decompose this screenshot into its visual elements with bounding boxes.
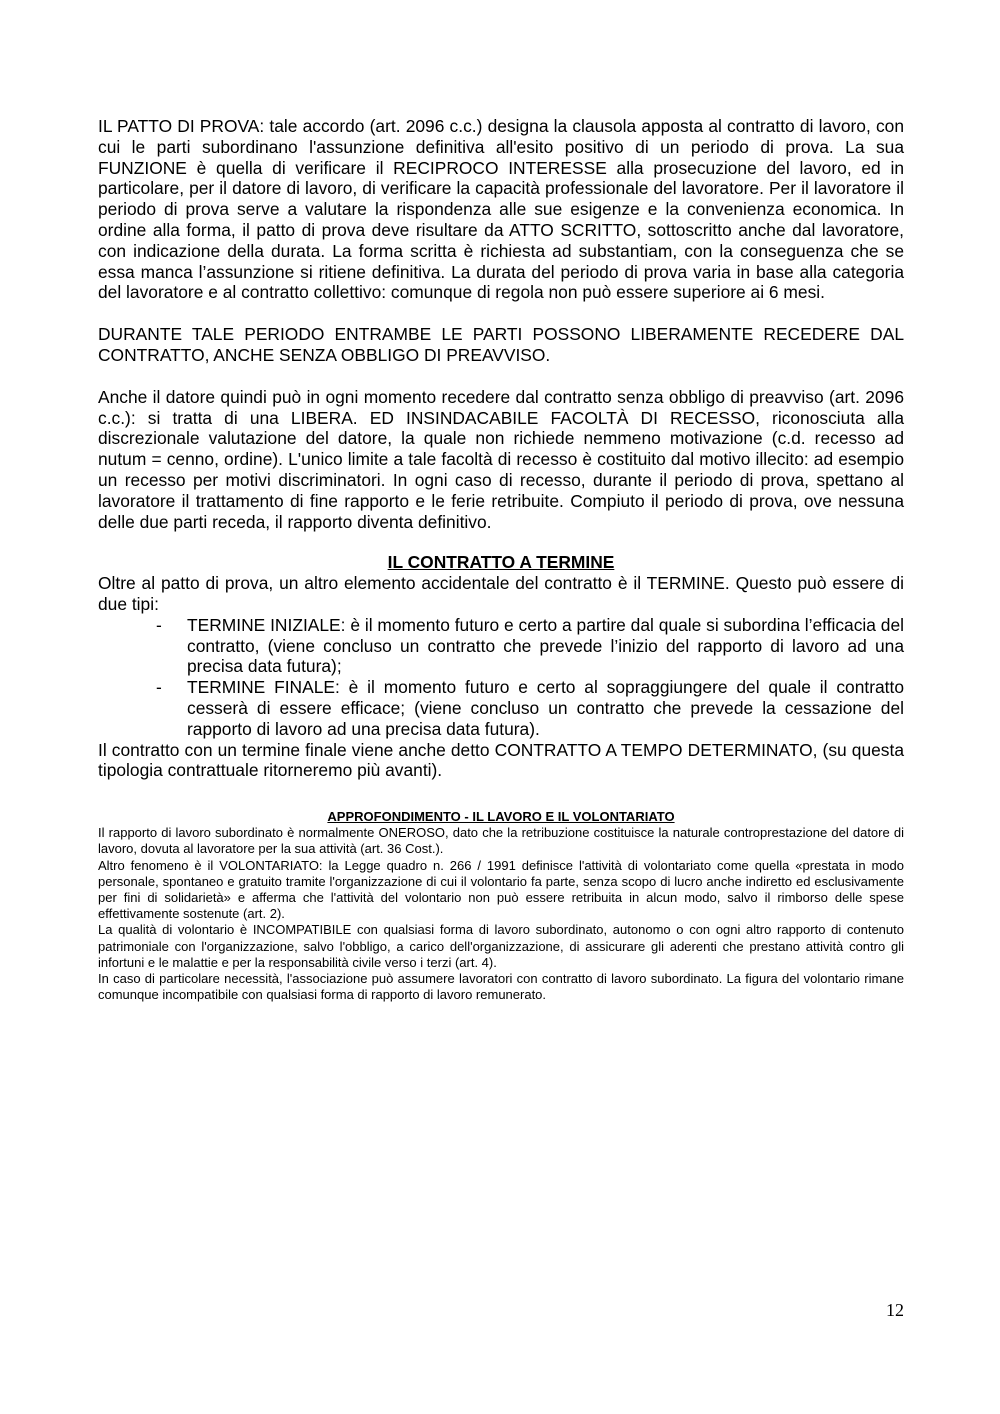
paragraph-recesso-caps: DURANTE TALE PERIODO ENTRAMBE LE PARTI POSSONO LIBERAMENTE RECEDERE DAL CONTRATTO, ANCHE SENZA OBBLIGO DI PREAVVISO. [98, 324, 904, 365]
list-item [98, 615, 904, 677]
list-dash: - [156, 677, 162, 698]
paragraph-oneroso: Il rapporto di lavoro subordinato è normalmente ONEROSO, dato che la retribuzione costituisce la naturale controprestazione del datore di lavoro, dovuta al lavoratore per la sua attività (art. 36 Cost.). [98, 825, 904, 857]
paragraph-necessita: In caso di particolare necessità, l'associazione può assumere lavoratori con contratto di lavoro subordinato. La figura del volontario rimane comunque incompatibile con qualsiasi forma di rapporto di lavoro remunerato. [98, 970, 904, 1003]
paragraph-incompatibile: La qualità di volontario è INCOMPATIBILE con qualsiasi forma di lavoro subordinato, autonomo o con ogni altro rapporto di contenuto patrimoniale con l'organizzazione, salvo l'obbligo, a carico dell'organizzazione, di assicurare gli aderenti che prestano attività contro gli infortuni e le malattie e per la responsabilità civile verso i terzi (art. 4). [98, 922, 904, 970]
paragraph-recesso-datore: Anche il datore quindi può in ogni momento recedere dal contratto senza obbligo di preavviso (art. 2096 c.c.): si tratta di una LIBERA. ED INSINDACABILE FACOLTÀ DI RECESSO, riconosciuta alla discrezionale valutazione del datore, la quale non richiede nemmeno motivazione (c.d. recesso ad nutum = cenno, ordine). L'unico limite a tale facoltà di recesso è costituito dal motivo illecito: ad esempio un recesso per motivi discriminatori. In ogni caso di recesso, durante il periodo di prova, spettano al lavoratore il trattamento di fine rapporto e le ferie retribuite. Compiuto il periodo di prova, ove nessuna delle due parti receda, il rapporto diventa definitivo. [98, 386, 904, 532]
paragraph-patto-di-prova: IL PATTO DI PROVA: tale accordo (art. 2096 c.c.) designa la clausola apposta al contratto di lavoro, con cui le parti subordinano l'assunzione definitiva all'esito positivo di un periodo di prova. La sua FUNZIONE è quella di verificare il RECIPROCO INTERESSE alla prosecuzione del lavoro, ed in particolare, per il datore di lavoro, di verificare la capacità professionale del lavoratore. Per il lavoratore il periodo di prova serve a valutare la rispondenza alle sue esigenze e la convenienza economica. In ordine alla forma, il patto di prova deve risultare da ATTO SCRITTO, sottoscritto anche dal lavoratore, con indicazione della durata. La forma scritta è richiesta ad substantiam, con la conseguenza che se essa manca l’assunzione si ritiene definitiva. La durata del periodo di prova varia in base alla categoria del lavoratore e al contratto collettivo: comunque di regola non può essere superiore ai 6 mesi. [98, 116, 904, 303]
list-item [98, 677, 904, 739]
list-dash: - [156, 614, 162, 635]
section-title-approfondimento: APPROFONDIMENTO - IL LAVORO E IL VOLONTARIATO [327, 809, 675, 825]
list-item-text: TERMINE FINALE: è il momento futuro e certo al sopraggiungere del quale il contratto cesserà di essere efficace; (viene concluso un contratto che prevede la cessazione del rapporto di lavoro ad una precisa data futura). [187, 677, 904, 739]
paragraph-volontariato: Altro fenomeno è il VOLONTARIATO: la Legge quadro n. 266 / 1991 definisce l'attività di volontariato come quella «prestata in modo personale, spontaneo e gratuito tramite l'organizzazione di cui il volontario fa parte, senza scopo di lucro anche indiretto ed esclusivamente per fini di solidarietà» e afferma che l'attività del volontario non può essere retribuita in alcun modo, salvo il rimborso delle spese effettivamente sostenute (art. 2). [98, 857, 904, 922]
page-number: 12 [886, 1300, 904, 1320]
document-page [98, 116, 904, 1003]
termine-list [98, 615, 904, 740]
list-item-text: TERMINE INIZIALE: è il momento futuro e certo a partire dal quale si subordina l’efficacia del contratto, (viene concluso un contratto che prevede l’inizio del rapporto di lavoro ad una precisa data futura); [187, 614, 904, 677]
paragraph-termine-intro: Oltre al patto di prova, un altro elemento accidentale del contratto è il TERMINE. Questo può essere di due tipi: [98, 573, 904, 614]
section-title-contratto-a-termine: IL CONTRATTO A TERMINE [387, 552, 615, 573]
paragraph-termine-outro: Il contratto con un termine finale viene anche detto CONTRATTO A TEMPO DETERMINATO, (su questa tipologia contrattuale ritorneremo più avanti). [98, 739, 904, 781]
